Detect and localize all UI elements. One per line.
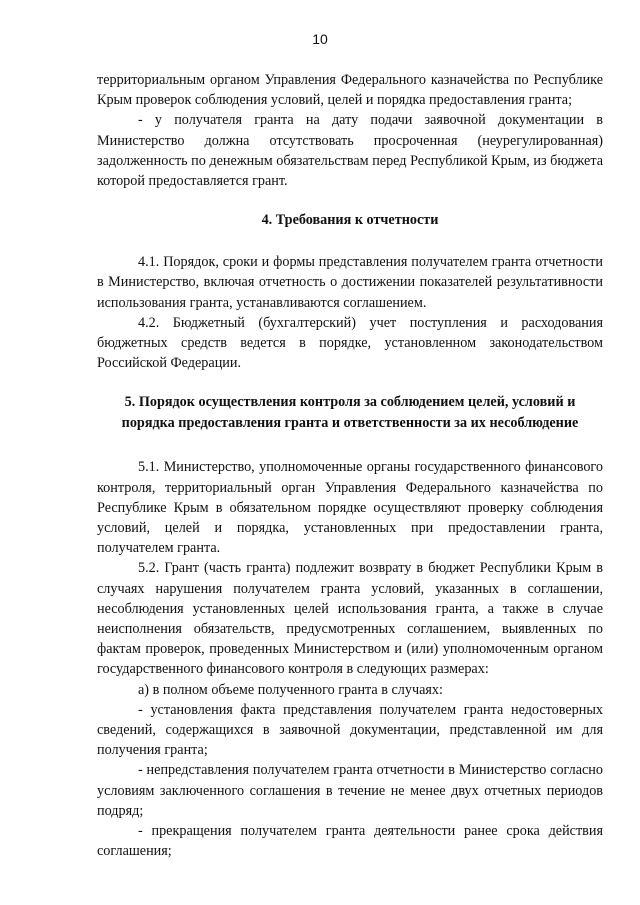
paragraph-5-2: 5.2. Грант (часть гранта) подлежит возврату в бюджет Республики Крым в случаях нарушения получателем гранта условий, указанных в соглашении, несоблюдения установленных целей использования гранта, а также в случае неисполнения обязательств, предусмотренных соглашением, выявленных по фактам проверок, проведенных Министерством и (или) уполномоченным органом государственного финансового контроля в следующих размерах:	[97, 560, 603, 678]
paragraph-debt-condition: - у получателя гранта на дату подачи заявочной документации в Министерство должна отсутствовать просроченная (неурегулированная) задолженность по денежным обязательствам перед Республикой Крым, из бюджета которой предоставляется грант.	[97, 112, 603, 190]
paragraph-4-1: 4.1. Порядок, сроки и формы представления получателем гранта отчетности в Министерство, включая отчетность о достижении показателей результативности использования гранта, устанавливаются соглашением.	[97, 254, 603, 311]
page-number: 10	[312, 31, 328, 47]
list-item-false-info: - установления факта представления получателем гранта недостоверных сведений, содержащихся в заявочной документации, представленной им для получения гранта;	[97, 701, 603, 759]
paragraph-4-2: 4.2. Бюджетный (бухгалтерский) учет поступления и расходования бюджетных средств ведется в порядке, установленном законодательством Российской Федерации.	[97, 314, 603, 372]
section-heading-4: 4. Требования к отчетности	[261, 212, 439, 229]
list-item-termination: - прекращения получателем гранта деятельности ранее срока действия соглашения;	[97, 823, 603, 860]
paragraph-5-1: 5.1. Министерство, уполномоченные органы государственного финансового контроля, территориальный орган Управления Федерального казначейства по Республике Крым в обязательном порядке осуществляют проверку соблюдения условий, целей и порядка, установленных при предоставлении гранта, получателем гранта.	[97, 459, 603, 557]
paragraph-continuation: территориальным органом Управления Федерального казначейства по Республике Крым проверок соблюдения условий, целей и порядка предоставления гранта;	[97, 72, 603, 109]
list-item-no-reporting: - непредставления получателем гранта отчетности в Министерство согласно условиям заключенного соглашения в течение не менее двух отчетных периодов подряд;	[97, 762, 603, 819]
paragraph-5-2-a: а) в полном объеме полученного гранта в случаях:	[138, 681, 443, 698]
section-heading-5: 5. Порядок осуществления контроля за соблюдением целей, условий и порядка предоставления гранта и ответственности за их несоблюдение	[121, 394, 579, 432]
document-body	[97, 70, 603, 862]
